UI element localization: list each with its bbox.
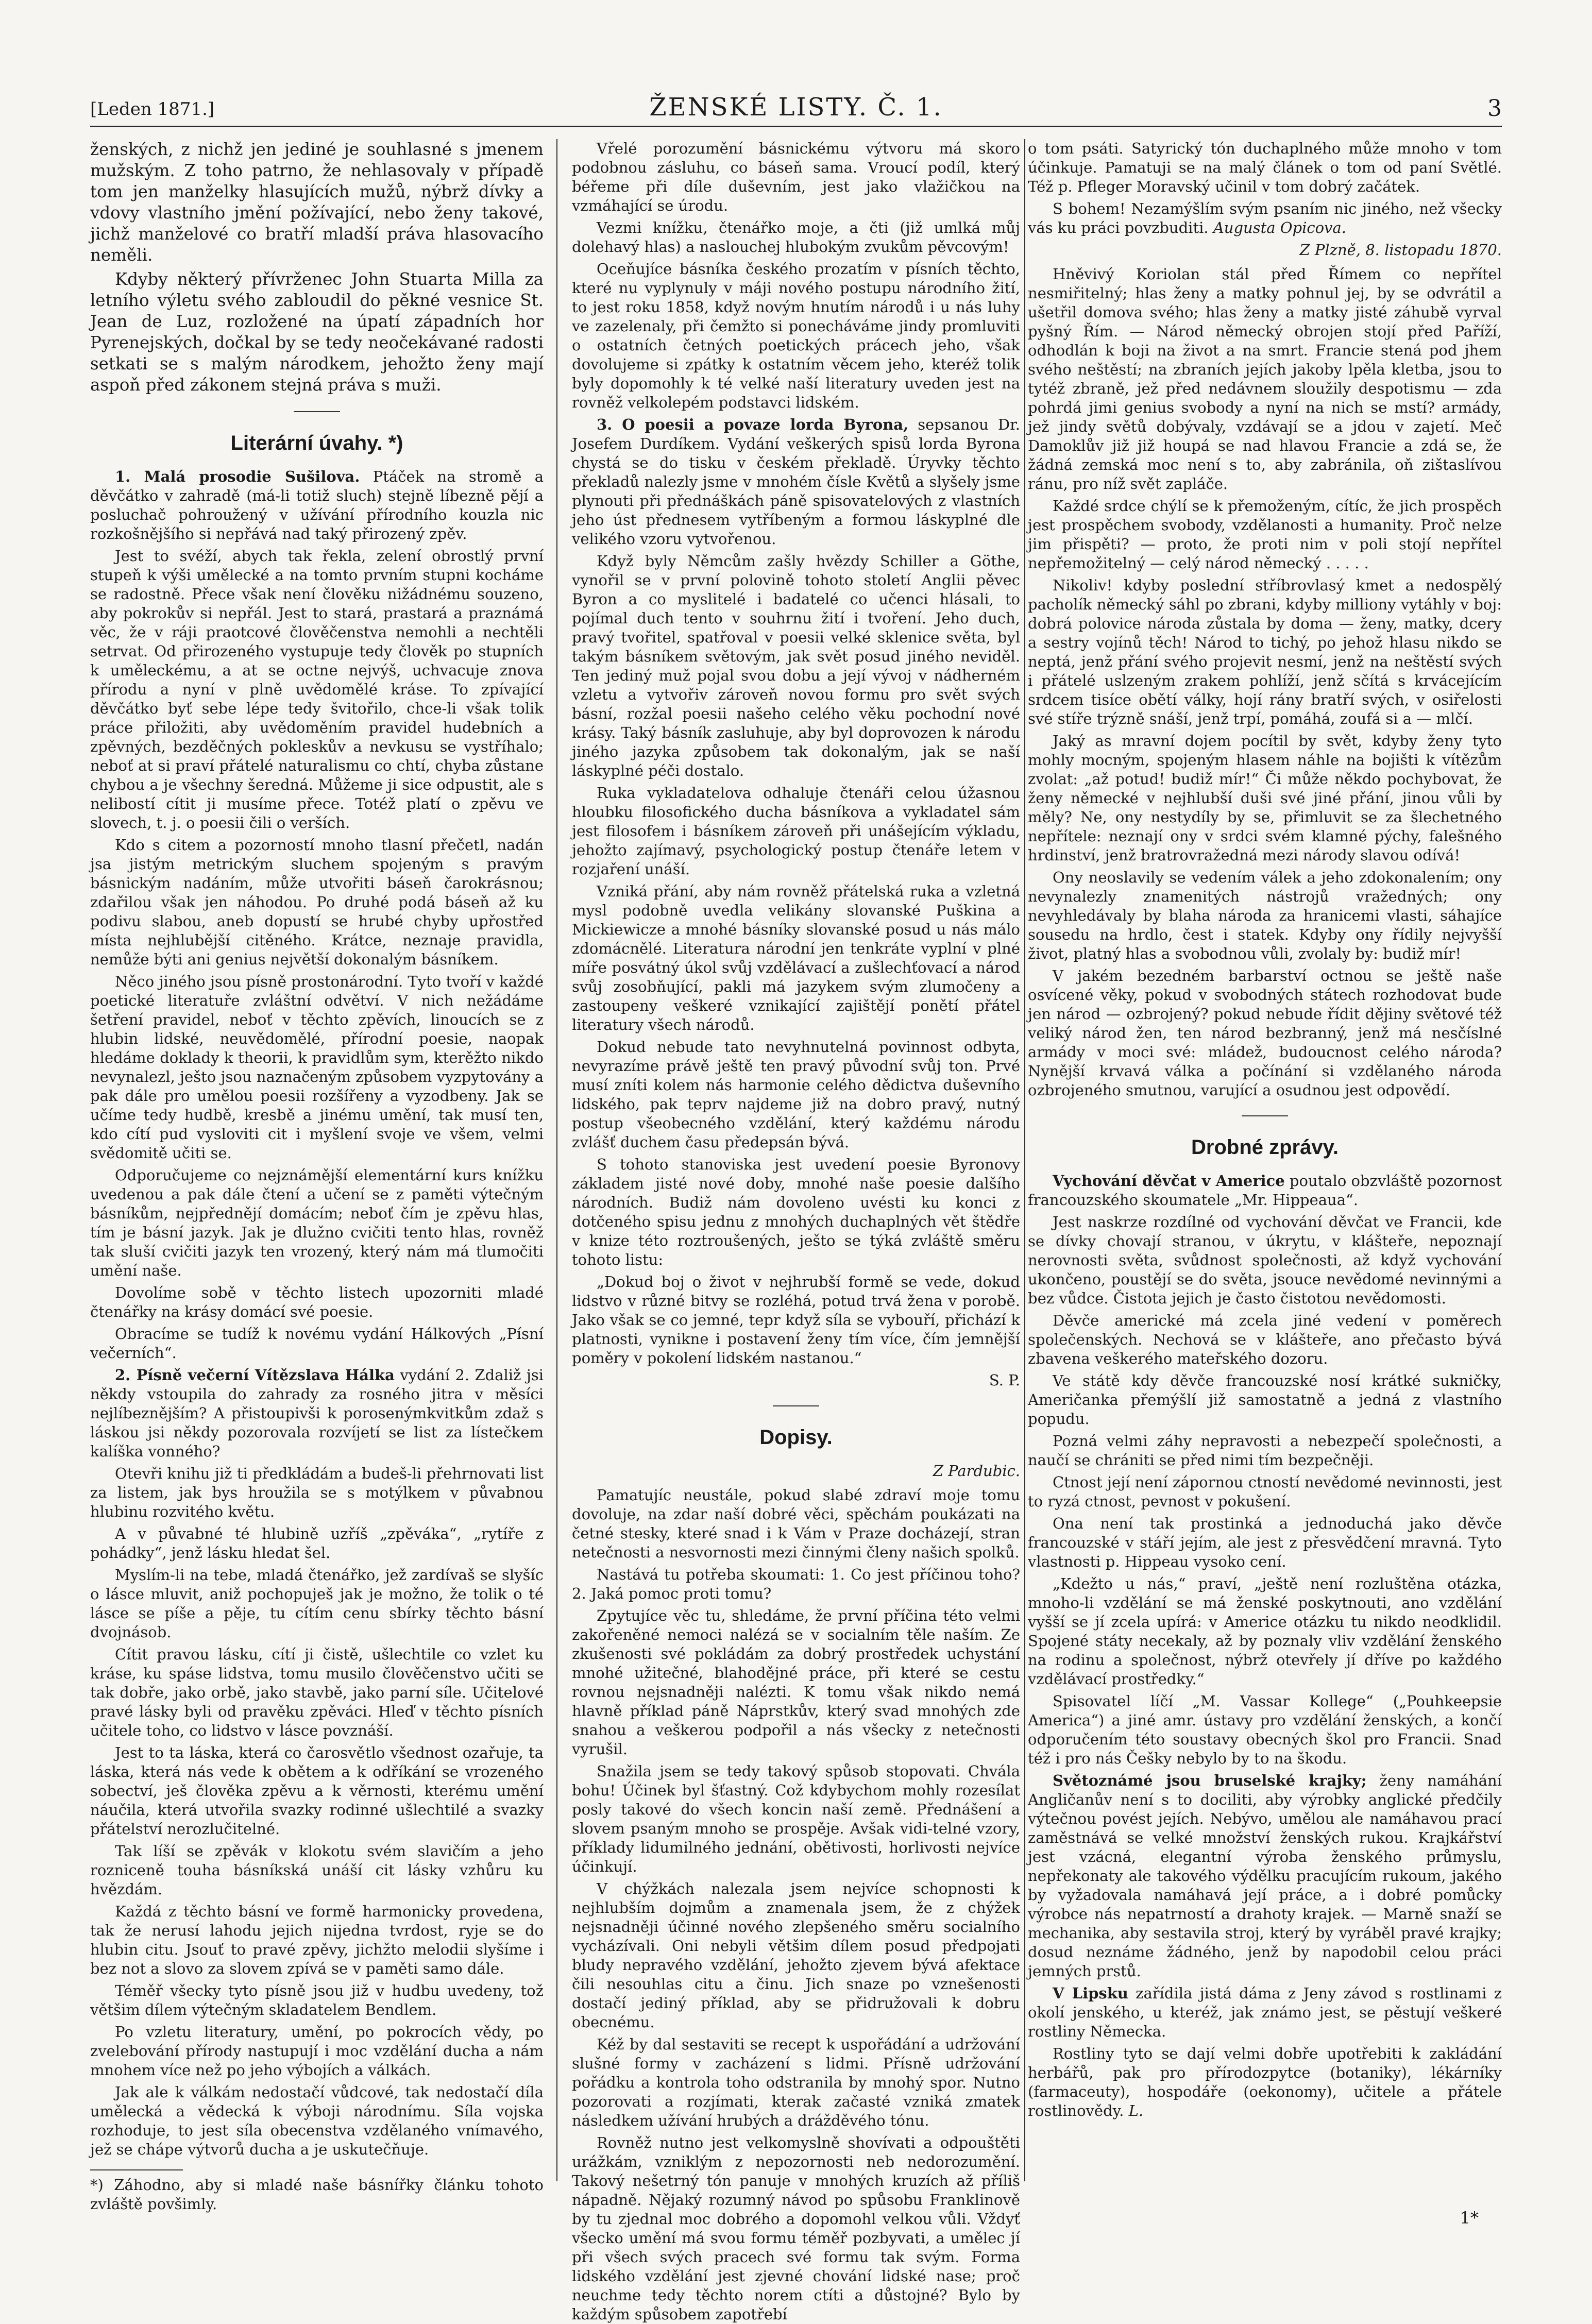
paragraph: Obracíme se tudíž k novému vydání Hálkových „Písní večerních“. (90, 1325, 544, 1362)
paragraph: Děvče americké má zcela jiné vedení v poměrech společenských. Nechová se v klášteře, ano přečasto bývá zbavena veškerého mateřského dozoru. (1028, 1312, 1502, 1367)
paragraph: Myslím-li na tebe, mladá čtenářko, jež zardívaš se slyšíc o lásce mluvit, aniž pochopuješ jak je možno, že tolik o té lásce se píše a pěje, tu cítím cenu sbírky těchto básní dvojnásob. (90, 1566, 544, 1641)
paragraph: Téměř všecky tyto písně jsou již v hudbu uvedeny, tož většim dílem výtečným skladatelem Bendlem. (90, 1982, 544, 2018)
paragraph: Jest to ta láska, která co čarosvětlo všednost ozařuje, ta láska, která nás vede k obětem a k odříkání se vrozeného sobectví, ješ člověka zpěvu a k věrnosti, kterému umění náučila, která utvořila svazky rodinné ušlechtilé a svazky přátelství nerozlučitelné. (90, 1744, 544, 1838)
paragraph: Ruka vykladatelova odhaluje čtenáři celou úžasnou hloubku filosofického ducha básníkova a vykladatel sám jest filosofem i básníkem zároveň při unášejícím výkladu, jehožto zajímavý, psychologický postup čtenáře letem v rozjaření unáší. (572, 784, 1020, 878)
paragraph: Tak líší se zpěvák v klokotu svém slavičím a jeho rozniceně touha básníkská unáší cit lásky vzhůru ku hvězdám. (90, 1842, 544, 1898)
section-title-literary: Literární úvahy. *) (230, 432, 403, 454)
paragraph: Ony neoslavily se vedením válek a jeho zdokonalením; ony nevynalezly znamenitých nástrojů vražedných; ony nevyhledávaly by blaha národa za hranicemi vlasti, sáhajíce sousedu na hrdlo, čest i statek. Kdyby ony řídily nejvyšší život, platný hlas a svobodnou vůli, zvolaly by: budiž mír! (1028, 869, 1502, 962)
paragraph: Pamatujíc neustále, pokud slabé zdraví moje tomu dovoluje, na zdar naší dobré věci, spěchám poukázati na četné stesky, které snad i k Vám v Praze docházejí, stran netečnosti a nesvornosti mezi činnými členy našich spolků. (572, 1486, 1020, 1561)
paragraph: S tohoto stanoviska jest uvedení poesie Byronovy základem jisté nové doby, mnohé naše poesie dalšího národních. Budiž nám dovoleno uvésti ku konci z dotčeného spisu jednu z mnohých duchaplných vět štědře v knize této roztroušených, ješto se týká zvláště směru tohoto listu: (572, 1156, 1020, 1268)
paragraph: V jakém bezedném barbarství octnou se ještě naše osvícené věky, pokud v svobodných státech rozhodovat bude jen národ — ozbrojený? pokud nebude řídit dějiny světové též veliký národ žen, ten národ bezbranný, jenž má nesčíslné armády v moci své: mládež, budoucnost celého národa? Nynější krvavá válka a počínání si vzdělaného národa ozbrojeného smutnou, varující a osudnou jest odpovědí. (1028, 967, 1502, 1099)
paragraph: Spisovatel líčí „M. Vassar Kollege“ („Pouhkeepsie America“) a jiné amr. ústavy pro vzdělání ženských, a končí odporučením této soustavy obecných škol pro Francii. Snad též i pro nás Češky nebylo by to na škodu. (1028, 1692, 1502, 1767)
paragraph (572, 415, 1020, 549)
paragraph (90, 467, 544, 544)
paragraph: Pozná velmi záhy nepravosti a nebezpečí společnosti, a naučí se chrániti se před nimi tím bezpečněji. (1028, 1432, 1502, 1469)
paragraph: Když byly Němcům zašly hvězdy Schiller a Göthe, vynořil se v první polovině tohoto století Anglii pěvec Byron a co myslitelé i badatelé co učenci hlásali, to pojímal duch tento v souhrnu žití i tvoření. Jeho duch, pravý tvořitel, spatřoval v poesii velké sklenice světa, byl takým básníkem světovým, jak svět posud jiného neviděl. Ten jediný muž pojal svou dobu a její vývoj v nádherném vzletu a vytvořiv zároveň novou formu pro svět svých básní, rozžal poesii našeho celého věku pochodní nové krásy. Taký básník zasluhuje, aby byl doprovozen k národu jiného jazyka způsobem tak dokonalým, jak se naší láskyplné péči dostalo. (572, 552, 1020, 779)
paragraph: Dokud nebude tato nevyhnutelná povinnost odbyta, nevyrazíme právě ještě ten pravý původní svůj ton. Prvé musí zníti kolem nás harmonie celého dědictva duševního lidského, pak teprv najdeme již na dobro pravý, nutný postup všeobecného vzdělání, který každému národu zvlášť duchem času předepsán bývá. (572, 1038, 1020, 1151)
paragraph-text: S bohem! Nezamýšlím svým psaním nic jiného, než všecky vás ku práci povzbuditi. (1028, 200, 1502, 236)
paragraph: Jest to svéží, abych tak řekla, zelení obrostlý první stupeň k výši umělecké a na tomto prvním stupni kocháme se radostně. Přece však není člověku nižádnému souzeno, aby pokrokův si nepřál. Jest to stará, prastará a praznámá věc, že v ráji praotcové člověčenstva nemohli a nechtěli setrvat. Od přirozeného vystupuje tedy člověk po stupních k uměleckému, a at se octne nejvýš, uchvacuje znova přírodu a nyní v plně uvědomělé kráse. To zpívající děvčátko byť sebe lépe tedy švitořilo, chce-li však tolik práce přiložiti, aby uvědoměním pravidel hudebních a zpěvných, bezděčných pokleskův a nevkusu se vystříhalo; neboť at si praví přátelé naturalismu co chtí, chyba zůstane chybou a je všechny šeredná. Můžeme ji sice odpustit, ale s nelibostí cítit ji musíme přece. Totéž platí o zpěvu ve slovech, t. j. o poesii čili o verších. (90, 547, 544, 832)
paragraph: Dovolíme sobě v těchto listech upozorniti mladé čtenářky na krásy domácí své poesie. (90, 1284, 544, 1320)
paragraph: Po vzletu literatury, umění, po pokrocích vědy, po zvelebování přírody nastupují i moc vzdělání ducha a nám mnohem více než po jeho výbojích a válkách. (90, 2023, 544, 2079)
paragraph: ženských, z nichž jen jediné je souhlasné s jmenem mužským. Z toho patrno, že nehlasovaly v případě tom jen manželky hlasujících mužů, nýbrž dívky a vdovy vlastního jmění požívající, nebo ženy takové, jichž manželové co bratří mladší práva hlasovacího neměli. (90, 140, 544, 265)
paragraph-text: ženy namáhání Angličanův není s to dociliti, aby výrobky anglické předčily výtečnou povést jejích. Nebývo, umělou ale namáhavou prací zaměstnává se velké množství ženských rukou. Krajkářství jest vzácná, elegantní výroba ženského průmyslu, nepřekonaty ale takového výdělku pracujícím rukoum, jakého by vyžadovala namáhavá její práce, a i dobré pomůcky výrobce nás nepatrností a drahoty krajek. — Marně snaží se mechanika, aby sestavila stroj, který by vyráběl pravé krajky; dosud neznáme žádného, jenž by napodobil celou práci jemných prstů. (1028, 1772, 1502, 1980)
section-divider (294, 411, 340, 412)
paragraph: Jak ale k válkám nedostačí vůdcové, tak nedostačí díla umělecká a vědecká k výboji národnímu. Síla vojska rozhoduje, to jest síla obecenstva vzdělaného vnímavého, jež se chápe výtvorů ducha a je uskutečňuje. (90, 2083, 544, 2158)
signature-mark: 1* (1460, 2208, 1479, 2228)
paragraph: Ona není tak prostinká a jednoduchá jako děvče francouzské v stáří jejím, ale jest z přesvědčení mravná. Tyto vlastnosti p. Hippeau vysoko cení. (1028, 1515, 1502, 1570)
paragraph: Oceňujíce básníka českého prozatím v písních těchto, které nu vyplynuly v máji nového postupu národního žití, to jest roku 1858, když novým hnutím národů i u nás luhy ve zazelenaly, při čemžto si ponecháváme jindy promluviti o ostatních četných poetických prácech jeho, však dovolujeme si zpátky k ostatním věcem jeho, kteréž tolik byly dopomohly k té velké naší literatury uveden jest na rovněž velkolepém podstavci lidském. (572, 260, 1020, 411)
paragraph (1028, 2044, 1502, 2121)
section-title-letters: Dopisy. (759, 1426, 833, 1449)
item-heading: V Lipsku (1053, 1984, 1128, 2002)
column-divider (1024, 139, 1025, 2181)
paragraph: o tom psáti. Satyrický tón duchaplného může mnoho v tom účinkuje. Pamatuji se na malý článek o tom od paní Světlé. Též p. Pfleger Moravský učinil v tom dobrý začátek. (1028, 140, 1502, 195)
paragraph: Snažila jsem se tedy takový spůsob stopovati. Chvála bohu! Účinek byl šťastný. Což kdybychom mohly rozesílat posly takové do všech koncin naší země. Přednášení a slovem psaným mnoho se prospěje. Avšak vidi-telné vzory, příklady lidumilného jednání, obětivosti, horlivosti nejvíce účinkují. (572, 1762, 1020, 1875)
issue-date: [Leden 1871.] (90, 99, 215, 120)
item-heading: Světoznámé jsou bruselské krajky; (1053, 1772, 1367, 1789)
author-signature: L. (1128, 2102, 1144, 2119)
paragraph: Odporučujeme co nejznámější elementární kurs knížku uvedenou a pak dále čtení a učení se z paměti výtečným básníkům, nejpřednějí domácím; neboť čím je zpěvu hlas, tím je básní jazyk. Jak je dlužno cvičiti tento hlas, rovněž tak sluší cvičiti jazyk ten vrozený, který nám má tlumočiti umění naše. (90, 1166, 544, 1279)
paragraph: Hněvivý Koriolan stál před Římem co nepřítel nesmiřitelný; hlas ženy a matky pohnul jej, by se odvrátil a ušetřil domova svého; hlas ženy a matky jisté záhubě vyrval pyšný Řím. — Národ německý obrojen stojí před Paříží, odhodlán k boji na život a na smrt. Francie stená pod jhem svého neštěstí; na zbraních jejích jakoby lpěla kletba, jsou to tytéž zbraně, jež před nedávnem sloužily despotismu — zda pohrdá jimi genius svobody a nyní na nich se mstí? armády, jež jindy světů dobývaly, vzdávají se a jdou v zajetí. Meč Damoklův již již houpá se nad hlavou Francie a zdá se, že žádná zemská moc není s to, aby zabránila, oň zištaslívou ránu, pro níž svět zapláče. (1028, 265, 1502, 493)
column-divider (556, 139, 557, 2181)
paragraph: Jest naskrze rozdílné od vychování děvčat ve Francii, kde se dívky chovají stranou, v úkrytu, v klášteře, nepoznají nerovnosti světa, svůdnost společnosti, až když vychování ukončeno, poustějí se do světa, jsouce nevědomé nevinnými a bez vůdce. Čistota jejich je často čistotou nevědomosti. (1028, 1213, 1502, 1307)
paragraph: A v půvabné té hlubině uzříš „zpěváka“, „rytíře z pohádky“, jenž lásku hledat šel. (90, 1525, 544, 1562)
paragraph-text: sepsanou Dr. Josefem Durdíkem. Vydání veškerých spisů lorda Byrona chystá se do tisku v českém překladě. Úryvky těchto překladů nalezly jsme v mnohém čísle Květů a slyšely jsme plynouti při přednáškách páně spisovatelových z vlastních jeho úst přednesem vytříbeným a formou láskyplné dle velikého vzoru vytvořenou. (572, 416, 1020, 548)
paragraph (1028, 1984, 1502, 2041)
paragraph: Vřelé porozumění básnickému výtvoru má skoro podobnou zásluhu, co báseň sama. Vroucí podíl, který béřeme při díle duševním, jest jako vlažičkou na vzmáhající se úrodu. (572, 140, 1020, 214)
paragraph: Rovněž nutno jest velkomyslně shovívati a odpouštěti urážkám, vzniklým z nepozornosti neb nedorozumění. Takový nešetrný tón panuje v mnohých kruzích až příliš nápadně. Nějaký rozumný návod po spůsobu Franklinově by tu zjednal moc dobrého a dopomohl velkou vůli. Vždyť všecko umění má svou formu téměř pozbyvati, a umělec jí při všech svých pracech své formu tak svým. Forma lidského vzdělání jest zjevné chování lidské nase; proč neuchme tedy těchto norem ctíti a důstojné? Bylo by každým spůsobem zapotřebí (572, 2134, 1020, 2323)
paragraph: Kdo s citem a pozorností mnoho tlasní přečetl, nadán jsa jistým metrickým sluchem spojeným s pravým básnickým nadáním, může utvořiti báseň čarokrásnou; zdařilou však jen náhodou. Po druhé podá báseň až ku podivu slabou, aneb dopustí se hrubé chyby upřostřed místa nejhlubější citěného. Krátce, neznaje pravidla, nemůže býti ani genius největší dokonalým básníkem. (90, 836, 544, 968)
paragraph: Kéž by dal sestaviti se recept k uspořádání a udržování slušné formy v zacházení s lidmi. Přísně udržování pořádku a kontrola toho odstranila by mnohý spor. Nutno pozorovati a rozjímati, kterak začasté vzniká zmatek následkem užívání hrubých a drážděvého tónu. (572, 2035, 1020, 2129)
paragraph: Každá z těchto básní ve formě harmonicky provedena, tak že nerusí lahodu jejich nijedna tvrdost, ryje se do hlubin citu. Jsouť to pravé zpěvy, jichžto melodii slyšíme i bez not a slovo za slovem zpívá se v paměti samo dále. (90, 1903, 544, 1977)
header-rule (90, 126, 1502, 127)
section-divider (1242, 1115, 1288, 1116)
item-heading: 1. Malá prosodie Sušilova. (115, 468, 360, 485)
paragraph: Jaký as mravní dojem pocítil by svět, kdyby ženy tyto mohly mocným, spojeným hlasem náhle na bojišti k vítězům zvolat: „až potud! budiž mír!“ Či může někdo pochybovat, že ženy německé v nejhlubší duši své jiné přání, jinou vůli by měly? Ne, ony nestydíly by se, přimluvit se za šlechetného nepřítele: neznají ony v srdci svém klamné pýchy, falešného hrdinství, jenž bratrovražedná mezi národy slavou odívá! (1028, 732, 1502, 864)
item-heading: 2. Písně večerní Vítězslava Hálka (115, 1366, 395, 1384)
paragraph (90, 1366, 544, 1461)
quotation: „Dokud boj o život v nejhrubší formě se vede, dokud lidstvo v různé bitvy se rozléhá, potud trvá žena v porobě. Jako však se co jemné, tepr když síla se vybouří, přichází k platnosti, vynikne i postavení ženy tím více, čím jemnější poměry v pokolení lidském nastanou.“ (572, 1273, 1020, 1367)
paragraph: Ctnost její není zápornou ctností nevědomé nevinnosti, jest to ryzá ctnost, pevnost v pokušení. (1028, 1473, 1502, 1510)
author-signature: Augusta Opicova. (1213, 219, 1346, 236)
item-heading: Vychování děvčat v Americe (1053, 1172, 1285, 1190)
paragraph: Otevři knihu již ti předkládám a budeš-li přehrnovati list za listem, jak bys hroužila se s motýlkem v půvabnou hlubinu rozvitého květu. (90, 1465, 544, 1520)
section-title-news: Drobné zprávy. (1191, 1136, 1339, 1159)
page-number: 3 (1487, 95, 1502, 122)
footnote: *) Záhodno, aby si mladé naše básnířky článku tohoto zvláště povšimly. (90, 2176, 544, 2213)
paragraph: V chýžkách nalezala jsem nejvíce schopnosti k nejhlubším dojmům a znamenala jsem, že z chýžek nejsnadněji účinné nového zlepšeného směru socialního vycházívali. Oni nebyli většim dílem posud předpojati bludy nepravého vzdělání, jehožto zjevem bývá afektace čili nesouhlas citu a činu. Jich snaze po vznešenosti dostačí jediný příklad, aby se přidružovali k dobru obecnému. (572, 1880, 1020, 2031)
paragraph (1028, 199, 1502, 238)
dateline: Z Pardubic. (933, 1462, 1020, 1480)
quote-signature: S. P. (989, 1371, 1020, 1389)
paragraph-text: zařídila jistá dáma z Jeny závod s rostlinami z okolí jenského, u kteréž, jak známo jest, se pěstují veškeré rostliny Německa. (1028, 1984, 1502, 2040)
paragraph (1028, 1771, 1502, 1981)
paragraph: Cítit pravou lásku, cítí ji čistě, ušlechtile co vzlet ku kráse, ku spáse lidstva, tomu musilo člověčenstvo učiti se tak dobře, jako orbě, jako stavbě, jako parní síle. Učitelové pravé lásky byli od pravěku zpěváci. Hleď v těchto písních učitele toho, co lidstvo v lásce povznáší. (90, 1646, 544, 1739)
paragraph: Nikoliv! kdyby poslední stříbrovlasý kmet a nedospělý pacholík německý sáhl po zbrani, kdyby milliony vytáhly v boj: dobrá polovice národa zůstala by doma — ženy, matky, dcery a sestry vojínů těch! Národ to tichý, po jehož hlasu nikdo se neptá, jenž přání svého projevit nesmí, jenž na neštěstí svých i přátelé uslzeným zrakem pohlíží, jenž sčítá s krvácejícím srdcem tisíce obětí války, hojí rány bratří svých, v osiřelosti své stíře trýzně snáší, jenž trpí, pomáhá, zoufá si a — mlčí. (1028, 576, 1502, 727)
paragraph-text: Rostliny tyto se dají velmi dobře upotřebiti k zakládání herbářů, pak pro přírodozpytce (botaniky), lékárníky (farmaceuty), hospodáře (oekonomy), učitele a přátele rostlinovědy. (1028, 2045, 1502, 2119)
paragraph-text: vydání 2. Zdaliž jsi někdy vstoupila do zahrady za rosného jitra v měsíci nejlíbeznějším? A přistoupivši k porosenýmkvitkům zdaž s láskou jsi někdy pozorovala rozvíjetí se list za lístečkem kalíška vonného? (90, 1366, 544, 1460)
paragraph: Kdyby některý přívrženec John Stuarta Milla za letního výletu svého zabloudil do pěkné vesnice St. Jean de Luz, rozložené na úpatí západních hor Pyrenejských, dočkal by se tedy neočekávané radosti setkati se s malým národkem, jehožto ženy mají aspoň před zákonem stejná práva s muži. (90, 269, 544, 395)
paragraph-text: Ptáček na stromě a děvčátko v zahradě (má-li totiž sluch) stejně líbezně pějí a posluchač pohroužený v užívání přírodního kouzla nic rozkošnějšího si nepřává nad taký přirozený zpěv. (90, 468, 544, 542)
paragraph: Každé srdce chýlí se k přemoženým, cítíc, že jich prospěch jest prospěchem svobody, vzdělanosti a humanity. Proč nelze jim přispěti? — proto, že proti nim v poli stojí nepřítel nepřemožitelný — celý národ německý . . . . . (1028, 497, 1502, 572)
paragraph: Nastává tu potřeba skoumati: 1. Co jest příčinou toho? 2. Jaká pomoc proti tomu? (572, 1566, 1020, 1602)
item-heading: 3. O poesii a povaze lorda Byrona, (597, 416, 909, 433)
page-header (90, 77, 1502, 124)
paragraph: Vzniká přání, aby nám rovněž přátelská ruka a vzletná mysl podobně uvedla velikány slovanské Puškina a Mickiewicze a mnohé básníky slovanské posud u nás málo zdomácnělé. Literatura národní jen tenkráte vyplní v plné míře posvátný úkol svůj vzdělávací a zušlechťovací a národ svůj zosobňující, pakli má jazykem svým zlumočeny a zastoupeny veškeré vznikající zajištějí ponětí přátel literatury všech národů. (572, 883, 1020, 1033)
paragraph: Něco jiného jsou písně prostonárodní. Tyto tvoří v každé poetické literatuře zvláštní odvětví. V nich nežádáme šetření pravidel, neboť v těchto zpěvích, linoucích se z hlubin lidské, neuvědomělé, přírodní poesie, naopak hledáme doklady k theorii, k pravidlům sym, kterěžto nikdo nevynalezl, ješto jsou naznačeným způsobem vyzpytovány a pak dále pro umělou poesii rozšířeny a vyzodbeny. Jak se učíme tedy hudbě, kresbě a jinému umění, tak musí ten, kdo cítí pud vysloviti cit i myšlení svoje ve všem, velmi svědomitě učiti se. (90, 973, 544, 1162)
paragraph: „Kdežto u nás,“ praví, „ještě není rozluštěna otázka, mnoho-li vzdělání se má ženské poskytnouti, ano vzdělání vyšší se jí zcela upírá: v Americe otázku tu nikdo neodklidil. Spojené státy necekaly, až by poznaly vliv vzdělání ženského na rodinu a společnost, nýbrž otevřely jí dříve po každého vzdělávací prostředky.“ (1028, 1575, 1502, 1688)
paragraph: Ve státě kdy děvče francouzské nosí krátké sukničky, Američanka přemýšlí již samostatně a jedná z vlastního popudu. (1028, 1372, 1502, 1428)
masthead-title: ŽENSKÉ LISTY. Č. 1. (649, 93, 943, 122)
paragraph: Zpytujíce věc tu, shledáme, že první příčina této velmi zakořeněné nemoci nalézá se v socialním těle naším. Ze zkušenosti své pokládám za dobrý prostředek uchystání mnohé užitečné, blahodějné práce, při které se cestu rovnou nejsnadněji nalézti. K tomu však nikdo nemá hlavně příklad páně Náprstkův, který svad mnohých zde snahou a veškerou podpořil a nás všecky z netečnosti vyrušil. (572, 1607, 1020, 1758)
footnote-rule (90, 2169, 183, 2170)
paragraph: Vezmi knížku, čtenářko moje, a čti (již umlká můj dolehavý hlas) a naslouchej hlubokým zvukům pěvcovým! (572, 219, 1020, 256)
column-left (90, 139, 544, 2213)
column-middle (572, 139, 1020, 2323)
dateline: Z Plzně, 8. listopadu 1870. (1299, 241, 1502, 259)
column-right (1028, 139, 1502, 2181)
paragraph-text: poutalo obzvláště pozornost francouzského skoumatele „Mr. Hippeaua“. (1028, 1172, 1502, 1209)
paragraph (1028, 1172, 1502, 1210)
section-divider (773, 1405, 819, 1406)
